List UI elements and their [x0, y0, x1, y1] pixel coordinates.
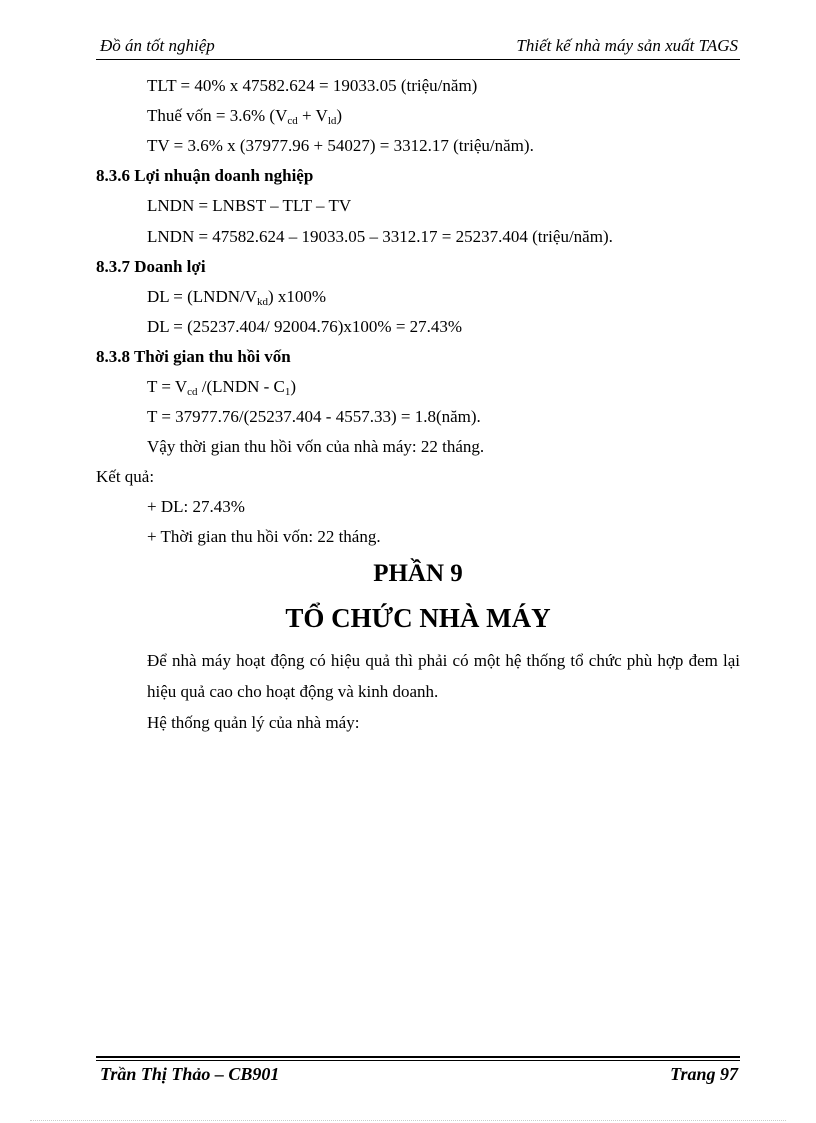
- section-heading-837: 8.3.7 Doanh lợi: [96, 257, 206, 276]
- intro-paragraph: [96, 645, 740, 707]
- management-system-label: Hệ thống quản lý của nhà máy:: [147, 713, 360, 732]
- part-title: TỔ CHỨC NHÀ MÁY: [285, 603, 551, 633]
- section-heading-836: 8.3.6 Lợi nhuận doanh nghiệp: [96, 166, 314, 185]
- header-right-title: Thiết kế nhà máy sản xuất TAGS: [516, 36, 738, 55]
- result-payback: + Thời gian thu hồi vốn: 22 tháng.: [147, 527, 381, 546]
- tlt-formula: TLT = 40% x 47582.624 = 19033.05 (triệu/năm): [147, 76, 478, 95]
- section-heading-838: 8.3.8 Thời gian thu hồi vốn: [96, 347, 291, 366]
- lndn-formula: LNDN = LNBST – TLT – TV: [147, 196, 352, 215]
- footer-divider: [96, 1056, 740, 1058]
- footer-page-number: Trang 97: [670, 1064, 738, 1084]
- thue-von-formula: Thuế vốn = 3.6% $(V_{cd} + V_{ld})$: [147, 106, 343, 127]
- part-heading: PHẦN 9: [373, 560, 463, 587]
- dl-calculation: DL = (25237.404/ 92004.76)x100% = 27.43%: [147, 317, 463, 336]
- payback-statement: Vậy thời gian thu hồi vốn của nhà máy: 22 tháng.: [147, 437, 485, 456]
- lndn-calculation: LNDN = 47582.624 – 19033.05 – 3312.17 = 25237.404 (triệu/năm).: [147, 227, 613, 246]
- result-label: Kết quả:: [96, 467, 155, 486]
- header-left-title: Đồ án tốt nghiệp: [100, 36, 215, 55]
- footer-divider-thin: [96, 1060, 740, 1061]
- dl-formula: DL = $(LNDN/V_{kd})$ x100%: [147, 287, 327, 308]
- page-edge: [30, 1120, 786, 1121]
- t-calculation: T = 37977.76/(25237.404 - 4557.33) = 1.8(năm).: [147, 407, 481, 426]
- footer-author: Trần Thị Thảo – CB901: [100, 1064, 280, 1084]
- intro-paragraph-text: Để nhà máy hoạt động có hiệu quả thì phải có một hệ thống tổ chức phù hợp đem lại hiệu quả cao cho hoạt động và kinh doanh.: [147, 651, 740, 701]
- page-header: [96, 36, 740, 58]
- header-divider: [96, 59, 740, 60]
- tv-formula: TV = 3.6% x (37977.96 + 54027) = 3312.17 (triệu/năm).: [147, 136, 534, 155]
- result-dl: + DL: 27.43%: [147, 497, 245, 516]
- t-formula: $T = V_{cd}$ /(LNDN - $C_1$): [147, 377, 297, 398]
